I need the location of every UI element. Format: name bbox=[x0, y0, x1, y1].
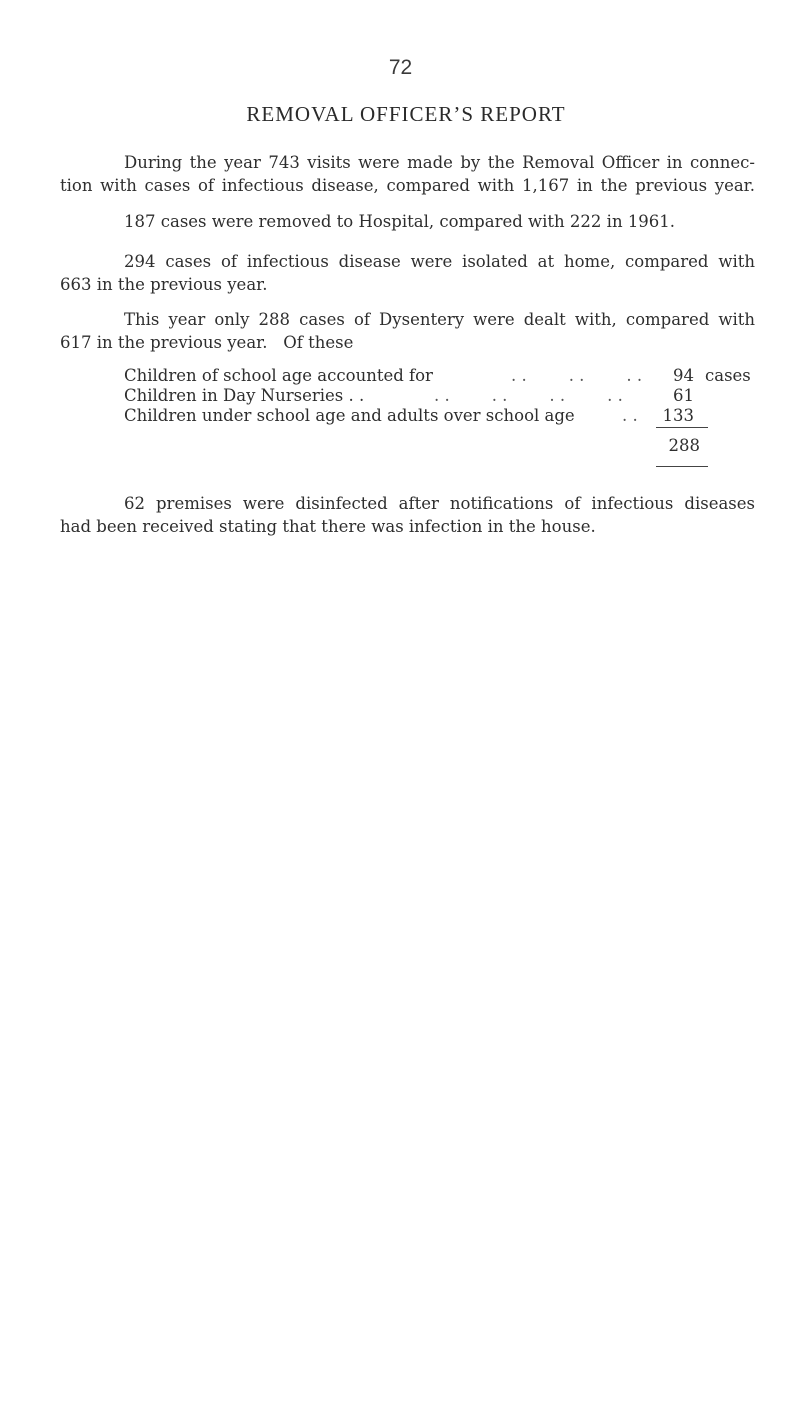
paragraph-line: 187 cases were removed to Hospital, compared with 222 in 1961. bbox=[124, 212, 676, 231]
row-value: 133 bbox=[662, 406, 694, 425]
paragraph-line: 294 cases of infectious disease were isolated at home, compared with bbox=[124, 252, 755, 271]
row-value: 61 bbox=[673, 386, 694, 405]
table-total: 288 bbox=[668, 436, 700, 455]
sum-rule-bottom bbox=[656, 466, 708, 467]
row-label: Children in Day Nurseries . . bbox=[124, 386, 365, 405]
table-row bbox=[124, 406, 764, 426]
row-value: 94 bbox=[673, 366, 694, 385]
paragraph-disinfected bbox=[60, 492, 755, 538]
paragraph-line: 62 premises were disinfected after notifications of infectious diseases bbox=[124, 494, 755, 513]
paragraph-line: had been received stating that there was infection in the house. bbox=[60, 517, 596, 536]
paragraph-line: During the year 743 visits were made by the Removal Officer in connec- bbox=[124, 153, 755, 172]
paragraph-line: 663 in the previous year. bbox=[60, 275, 268, 294]
paragraph-removed bbox=[60, 210, 755, 233]
table-row bbox=[124, 366, 764, 386]
leader-dots: . . . . . . bbox=[511, 366, 643, 385]
paragraph-line: tion with cases of infectious disease, compared with 1,167 in the previous year. bbox=[60, 176, 755, 195]
sum-rule-top bbox=[656, 427, 708, 428]
paragraph-line: This year only 288 cases of Dysentery were dealt with, compared with bbox=[124, 310, 755, 329]
leader-dots: . . . . . . . . bbox=[434, 386, 623, 405]
table-row bbox=[124, 386, 764, 406]
paragraph-isolated bbox=[60, 250, 755, 296]
row-label: Children under school age and adults over school age bbox=[124, 406, 575, 425]
leader-dots: . . bbox=[622, 406, 638, 425]
dysentery-breakdown-table bbox=[124, 366, 764, 426]
paragraph-dysentery bbox=[60, 308, 755, 354]
row-label: Children of school age accounted for bbox=[124, 366, 433, 385]
page-number: 72 bbox=[388, 56, 413, 79]
paragraph-line: 617 in the previous year. Of these bbox=[60, 333, 354, 352]
row-unit: cases bbox=[705, 366, 751, 385]
report-title: REMOVAL OFFICER’S REPORT bbox=[246, 102, 566, 126]
paragraph-visits bbox=[60, 151, 755, 197]
